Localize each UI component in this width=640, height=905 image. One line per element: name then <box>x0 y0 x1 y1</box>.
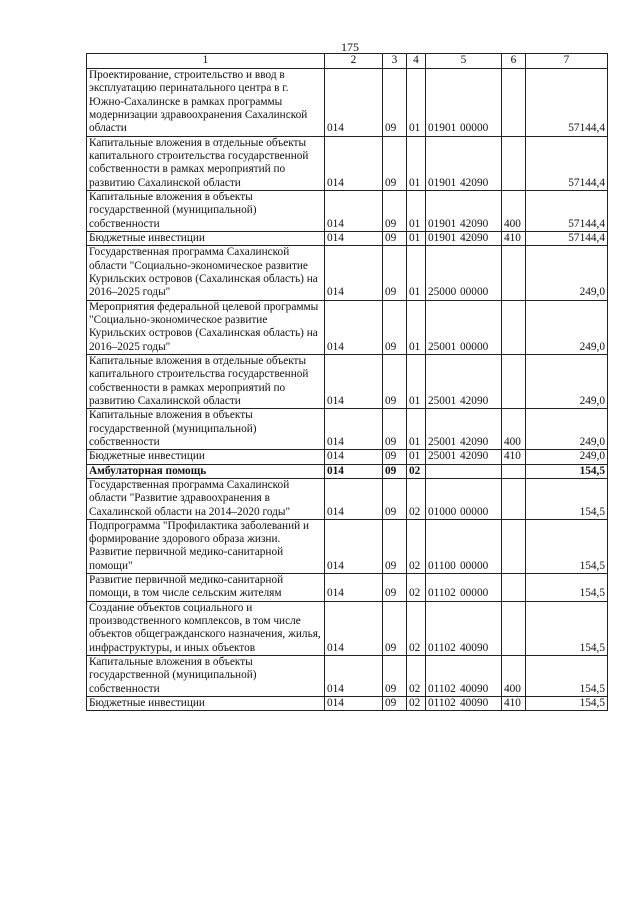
row-target-article <box>426 464 502 478</box>
row-name: Государственная программа Сахалинской области "Развитие здравоохранения в Сахалинской области на 2014–2020 годы" <box>87 478 325 519</box>
target-article-direction: 40090 <box>460 641 489 654</box>
table-row <box>87 478 608 519</box>
target-article-program: 01102 <box>428 641 456 654</box>
row-section: 09 <box>383 519 407 573</box>
row-code: 014 <box>325 69 383 137</box>
row-code: 014 <box>325 519 383 573</box>
row-subsection: 01 <box>407 450 426 464</box>
row-name: Развитие первичной медико-санитарной помощи, в том числе сельским жителям <box>87 574 325 602</box>
row-expense-type: 400 <box>502 656 526 697</box>
row-expense-type <box>502 478 526 519</box>
table-row <box>87 246 608 300</box>
row-section: 09 <box>383 300 407 354</box>
target-article-program: 25001 <box>428 340 457 353</box>
target-article-direction: 00000 <box>460 559 489 572</box>
row-amount: 249,0 <box>526 354 608 408</box>
row-amount: 249,0 <box>526 450 608 464</box>
table-row <box>87 574 608 602</box>
header-cell: 4 <box>407 54 426 69</box>
row-code: 014 <box>325 409 383 450</box>
row-subsection: 02 <box>407 656 426 697</box>
row-subsection: 01 <box>407 136 426 190</box>
row-code: 014 <box>325 574 383 602</box>
row-amount: 154,5 <box>526 464 608 478</box>
row-code: 014 <box>325 354 383 408</box>
target-article-direction: 40090 <box>460 697 489 710</box>
row-section: 09 <box>383 246 407 300</box>
row-target-article <box>426 190 502 231</box>
row-code: 014 <box>325 231 383 245</box>
row-target-article <box>426 354 502 408</box>
row-amount: 154,5 <box>526 574 608 602</box>
row-section: 09 <box>383 464 407 478</box>
row-target-article <box>426 136 502 190</box>
row-target-article <box>426 409 502 450</box>
row-name: Мероприятия федеральной целевой программы "Социально-экономическое развитие Курильских островов (Сахалинская область) на 2016–2025 годы" <box>87 300 325 354</box>
row-name: Капитальные вложения в отдельные объекты капитального строительства государственной собственности в рамках мероприятий по развитию Сахалинской области <box>87 136 325 190</box>
header-cell: 7 <box>526 54 608 69</box>
row-subsection: 01 <box>407 354 426 408</box>
row-section: 09 <box>383 478 407 519</box>
row-expense-type <box>502 246 526 300</box>
row-subsection: 01 <box>407 409 426 450</box>
row-subsection: 02 <box>407 478 426 519</box>
row-code: 014 <box>325 601 383 655</box>
target-article-program: 01100 <box>428 559 456 572</box>
row-target-article <box>426 246 502 300</box>
target-article-program: 01102 <box>428 587 456 600</box>
row-subsection: 02 <box>407 464 426 478</box>
row-name: Капитальные вложения в отдельные объекты капитального строительства государственной собственности в рамках мероприятий по развитию Сахалинской области <box>87 354 325 408</box>
table-row <box>87 697 608 711</box>
row-code: 014 <box>325 656 383 697</box>
row-expense-type: 400 <box>502 409 526 450</box>
row-subsection: 02 <box>407 519 426 573</box>
row-code: 014 <box>325 450 383 464</box>
page-number: 175 <box>341 40 359 54</box>
table-row <box>87 354 608 408</box>
target-article-program: 01901 <box>428 217 457 230</box>
target-article-direction: 42090 <box>460 176 489 189</box>
row-name: Капитальные вложения в объекты государственной (муниципальной) собственности <box>87 190 325 231</box>
row-amount: 154,5 <box>526 656 608 697</box>
row-expense-type: 410 <box>502 231 526 245</box>
table-row <box>87 409 608 450</box>
table-row <box>87 69 608 137</box>
header-cell: 2 <box>325 54 383 69</box>
row-expense-type: 400 <box>502 190 526 231</box>
row-code: 014 <box>325 136 383 190</box>
row-amount: 154,5 <box>526 601 608 655</box>
target-article-program: 01901 <box>428 122 457 135</box>
row-name: Бюджетные инвестиции <box>87 231 325 245</box>
target-article-direction: 00000 <box>460 122 489 135</box>
target-article-program: 01901 <box>428 176 457 189</box>
row-expense-type <box>502 519 526 573</box>
target-article-direction: 00000 <box>460 587 489 600</box>
header-cell: 6 <box>502 54 526 69</box>
row-amount: 57144,4 <box>526 231 608 245</box>
row-name: Капитальные вложения в объекты государственной (муниципальной) собственности <box>87 656 325 697</box>
row-section: 09 <box>383 69 407 137</box>
row-amount: 57144,4 <box>526 190 608 231</box>
table-row <box>87 601 608 655</box>
table-row <box>87 464 608 478</box>
row-subsection: 01 <box>407 190 426 231</box>
target-article-direction: 42090 <box>460 450 489 463</box>
row-amount: 154,5 <box>526 478 608 519</box>
row-code: 014 <box>325 464 383 478</box>
row-code: 014 <box>325 300 383 354</box>
table-row <box>87 450 608 464</box>
budget-table <box>86 53 608 711</box>
target-article-program: 25001 <box>428 394 457 407</box>
row-code: 014 <box>325 697 383 711</box>
row-target-article <box>426 519 502 573</box>
row-target-article <box>426 231 502 245</box>
row-name: Государственная программа Сахалинской области "Социально-экономическое развитие Курильских островов (Сахалинская область) на 2016–2025 годы" <box>87 246 325 300</box>
table-body <box>87 69 608 711</box>
row-section: 09 <box>383 354 407 408</box>
row-name: Амбулаторная помощь <box>87 464 325 478</box>
header-cell: 5 <box>426 54 502 69</box>
row-expense-type <box>502 136 526 190</box>
row-amount: 154,5 <box>526 519 608 573</box>
target-article-direction: 00000 <box>460 505 489 518</box>
row-name: Проектирование, строительство и ввод в эксплуатацию перинатального центра в г. Южно-Сахалинске в рамках программы модернизации здравоохранения Сахалинской области <box>87 69 325 137</box>
row-expense-type <box>502 601 526 655</box>
target-article-program: 01000 <box>428 505 457 518</box>
row-subsection: 02 <box>407 601 426 655</box>
table-row <box>87 231 608 245</box>
target-article-program: 25001 <box>428 450 457 463</box>
row-name: Подпрограмма "Профилактика заболеваний и формирование здорового образа жизни. Развитие первичной медико-санитарной помощи" <box>87 519 325 573</box>
table-row <box>87 519 608 573</box>
row-section: 09 <box>383 574 407 602</box>
target-article-program: 01102 <box>428 682 456 695</box>
target-article-direction: 42090 <box>460 217 489 230</box>
target-article-program: 25001 <box>428 435 457 448</box>
row-name: Бюджетные инвестиции <box>87 450 325 464</box>
row-code: 014 <box>325 190 383 231</box>
row-amount: 57144,4 <box>526 136 608 190</box>
row-name: Бюджетные инвестиции <box>87 697 325 711</box>
row-expense-type: 410 <box>502 697 526 711</box>
row-amount: 249,0 <box>526 300 608 354</box>
row-subsection: 01 <box>407 300 426 354</box>
target-article-direction: 00000 <box>460 286 489 299</box>
target-article-direction: 00000 <box>460 340 489 353</box>
row-section: 09 <box>383 601 407 655</box>
row-amount: 249,0 <box>526 409 608 450</box>
header-row <box>87 54 608 69</box>
row-expense-type <box>502 69 526 137</box>
row-amount: 249,0 <box>526 246 608 300</box>
target-article-direction: 42090 <box>460 231 489 244</box>
row-target-article <box>426 697 502 711</box>
table-row <box>87 136 608 190</box>
row-target-article <box>426 601 502 655</box>
row-expense-type: 410 <box>502 450 526 464</box>
target-article-direction: 42090 <box>460 435 489 448</box>
target-article-program: 01901 <box>428 231 457 244</box>
target-article-program: 25000 <box>428 286 457 299</box>
target-article-direction: 42090 <box>460 394 489 407</box>
row-amount: 154,5 <box>526 697 608 711</box>
row-expense-type <box>502 300 526 354</box>
table-row <box>87 190 608 231</box>
table-row <box>87 300 608 354</box>
row-section: 09 <box>383 190 407 231</box>
table-row <box>87 656 608 697</box>
row-target-article <box>426 478 502 519</box>
row-subsection: 02 <box>407 574 426 602</box>
row-amount: 57144,4 <box>526 69 608 137</box>
row-name: Создание объектов социального и производственного комплексов, в том числе объектов общегражданского назначения, жилья, инфраструктуры, и иных объектов <box>87 601 325 655</box>
row-target-article <box>426 69 502 137</box>
row-expense-type <box>502 464 526 478</box>
header-cell: 3 <box>383 54 407 69</box>
row-section: 09 <box>383 450 407 464</box>
target-article-program: 01102 <box>428 697 456 710</box>
row-section: 09 <box>383 656 407 697</box>
row-subsection: 01 <box>407 231 426 245</box>
row-code: 014 <box>325 478 383 519</box>
row-section: 09 <box>383 136 407 190</box>
row-section: 09 <box>383 409 407 450</box>
row-expense-type <box>502 354 526 408</box>
row-code: 014 <box>325 246 383 300</box>
header-cell: 1 <box>87 54 325 69</box>
row-subsection: 01 <box>407 69 426 137</box>
row-target-article <box>426 574 502 602</box>
target-article-direction: 40090 <box>460 682 489 695</box>
row-section: 09 <box>383 231 407 245</box>
row-target-article <box>426 450 502 464</box>
row-target-article <box>426 300 502 354</box>
row-subsection: 01 <box>407 246 426 300</box>
row-target-article <box>426 656 502 697</box>
row-section: 09 <box>383 697 407 711</box>
row-expense-type <box>502 574 526 602</box>
row-name: Капитальные вложения в объекты государственной (муниципальной) собственности <box>87 409 325 450</box>
row-subsection: 02 <box>407 697 426 711</box>
